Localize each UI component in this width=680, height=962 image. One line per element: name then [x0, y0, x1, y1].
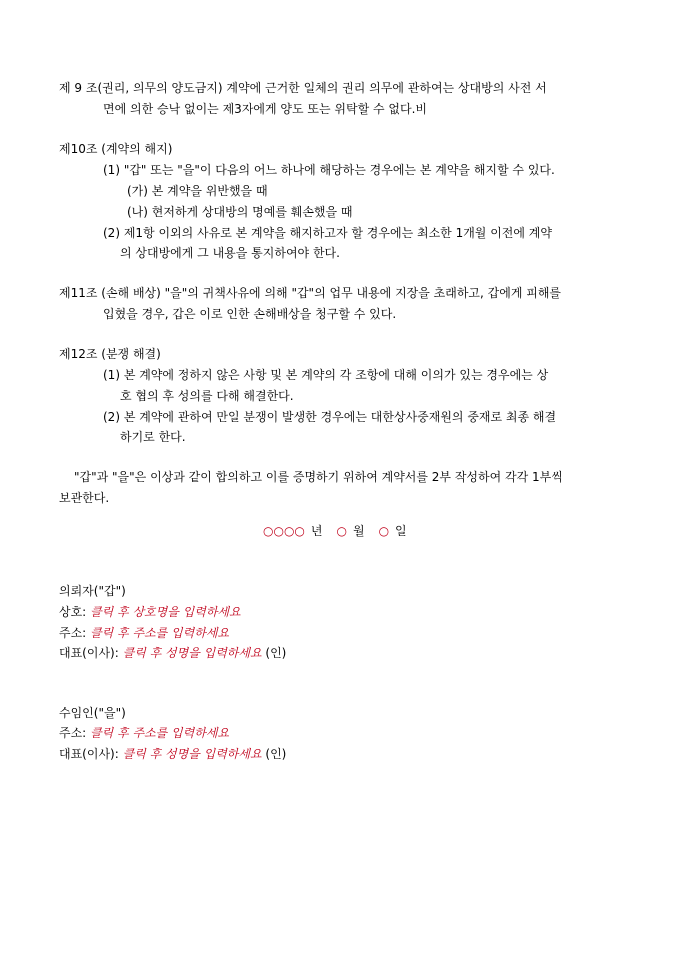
- article9-line2: [103, 101, 427, 117]
- client-address-label: 주소:: [59, 626, 87, 640]
- client-company-row: [59, 604, 241, 620]
- article10-title: 제10조 (계약의 해지): [59, 142, 173, 156]
- article12-item2-line2: 하기로 한다.: [120, 430, 186, 444]
- client-rep-row: [59, 645, 286, 661]
- contractor-address-field[interactable]: 클릭 후 주소를 입력하세요: [90, 726, 230, 740]
- client-address-field[interactable]: 클릭 후 주소를 입력하세요: [90, 626, 230, 640]
- article12-item1-line1: (1) 본 계약에 정하지 않은 사항 및 본 계약의 각 조항에 대해 이의가 있는 경우에는 상: [103, 368, 549, 382]
- article10-item1: (1) "갑" 또는 "을"이 다음의 어느 하나에 해당하는 경우에는 본 계약을 해지할 수 있다.: [103, 163, 555, 177]
- article9-text-2: 면에 의한 승낙 없이는 제3자에게 양도 또는 위탁할 수 없다.비: [103, 102, 427, 116]
- contractor-address-row: [59, 725, 229, 741]
- client-seal: (인): [265, 646, 287, 660]
- article11-line1: 제11조 (손해 배상) "을"의 귀책사유에 의해 "갑"의 업무 내용에 지장을 초래하고, 갑에게 피해를: [59, 286, 562, 300]
- contractor-rep-row: [59, 746, 286, 762]
- closing-line1: "갑"과 "을"은 이상과 같이 합의하고 이를 증명하기 위하여 계약서를 2부 작성하여 각각 1부씩: [74, 470, 563, 484]
- article12-item2-line1: (2) 본 계약에 관하여 만일 분쟁이 발생한 경우에는 대한상사중재원의 중재로 최종 해결: [103, 410, 557, 424]
- closing-line2: 보관한다.: [59, 491, 110, 505]
- contractor-heading: 수임인("을"): [59, 706, 126, 720]
- article10-sub-a: (가) 본 계약을 위반했을 때: [127, 184, 268, 198]
- article12-title: 제12조 (분쟁 해결): [59, 347, 161, 361]
- day-marker[interactable]: ○: [378, 524, 390, 538]
- client-heading: 의뢰자("갑"): [59, 584, 126, 598]
- contract-date: [263, 523, 407, 539]
- article12-item1-line2: 호 협의 후 성의를 다해 해결한다.: [120, 389, 294, 403]
- article10-item2-line1: (2) 제1항 이외의 사유로 본 계약을 해지하고자 할 경우에는 최소한 1개월 이전에 계약: [103, 226, 552, 240]
- article9-line1: [59, 80, 615, 96]
- contractor-rep-label: 대표(이사):: [59, 747, 119, 761]
- client-address-row: [59, 625, 229, 641]
- year-marker[interactable]: ○○○○: [263, 524, 305, 538]
- client-rep-field[interactable]: 클릭 후 성명을 입력하세요: [122, 646, 262, 660]
- article9-text-1: 제 9 조(권리, 의무의 양도금지) 계약에 근거한 일체의 권리 의무에 관하여는 상대방의 사전 서: [59, 81, 547, 95]
- day-label: 일: [395, 524, 407, 538]
- article10-sub-b: (나) 현저하게 상대방의 명예를 훼손했을 때: [127, 205, 353, 219]
- article10-item2-line2: 의 상대방에게 그 내용을 통지하여야 한다.: [120, 246, 340, 260]
- contractor-rep-field[interactable]: 클릭 후 성명을 입력하세요: [122, 747, 262, 761]
- client-rep-label: 대표(이사):: [59, 646, 119, 660]
- client-company-field[interactable]: 클릭 후 상호명을 입력하세요: [90, 605, 241, 619]
- client-company-label: 상호:: [59, 605, 87, 619]
- contractor-seal: (인): [265, 747, 287, 761]
- contractor-address-label: 주소:: [59, 726, 87, 740]
- article11-line2: 입혔을 경우, 갑은 이로 인한 손해배상을 청구할 수 있다.: [103, 307, 397, 321]
- year-label: 년: [310, 524, 323, 538]
- month-label: 월: [352, 524, 365, 538]
- month-marker[interactable]: ○: [336, 524, 347, 538]
